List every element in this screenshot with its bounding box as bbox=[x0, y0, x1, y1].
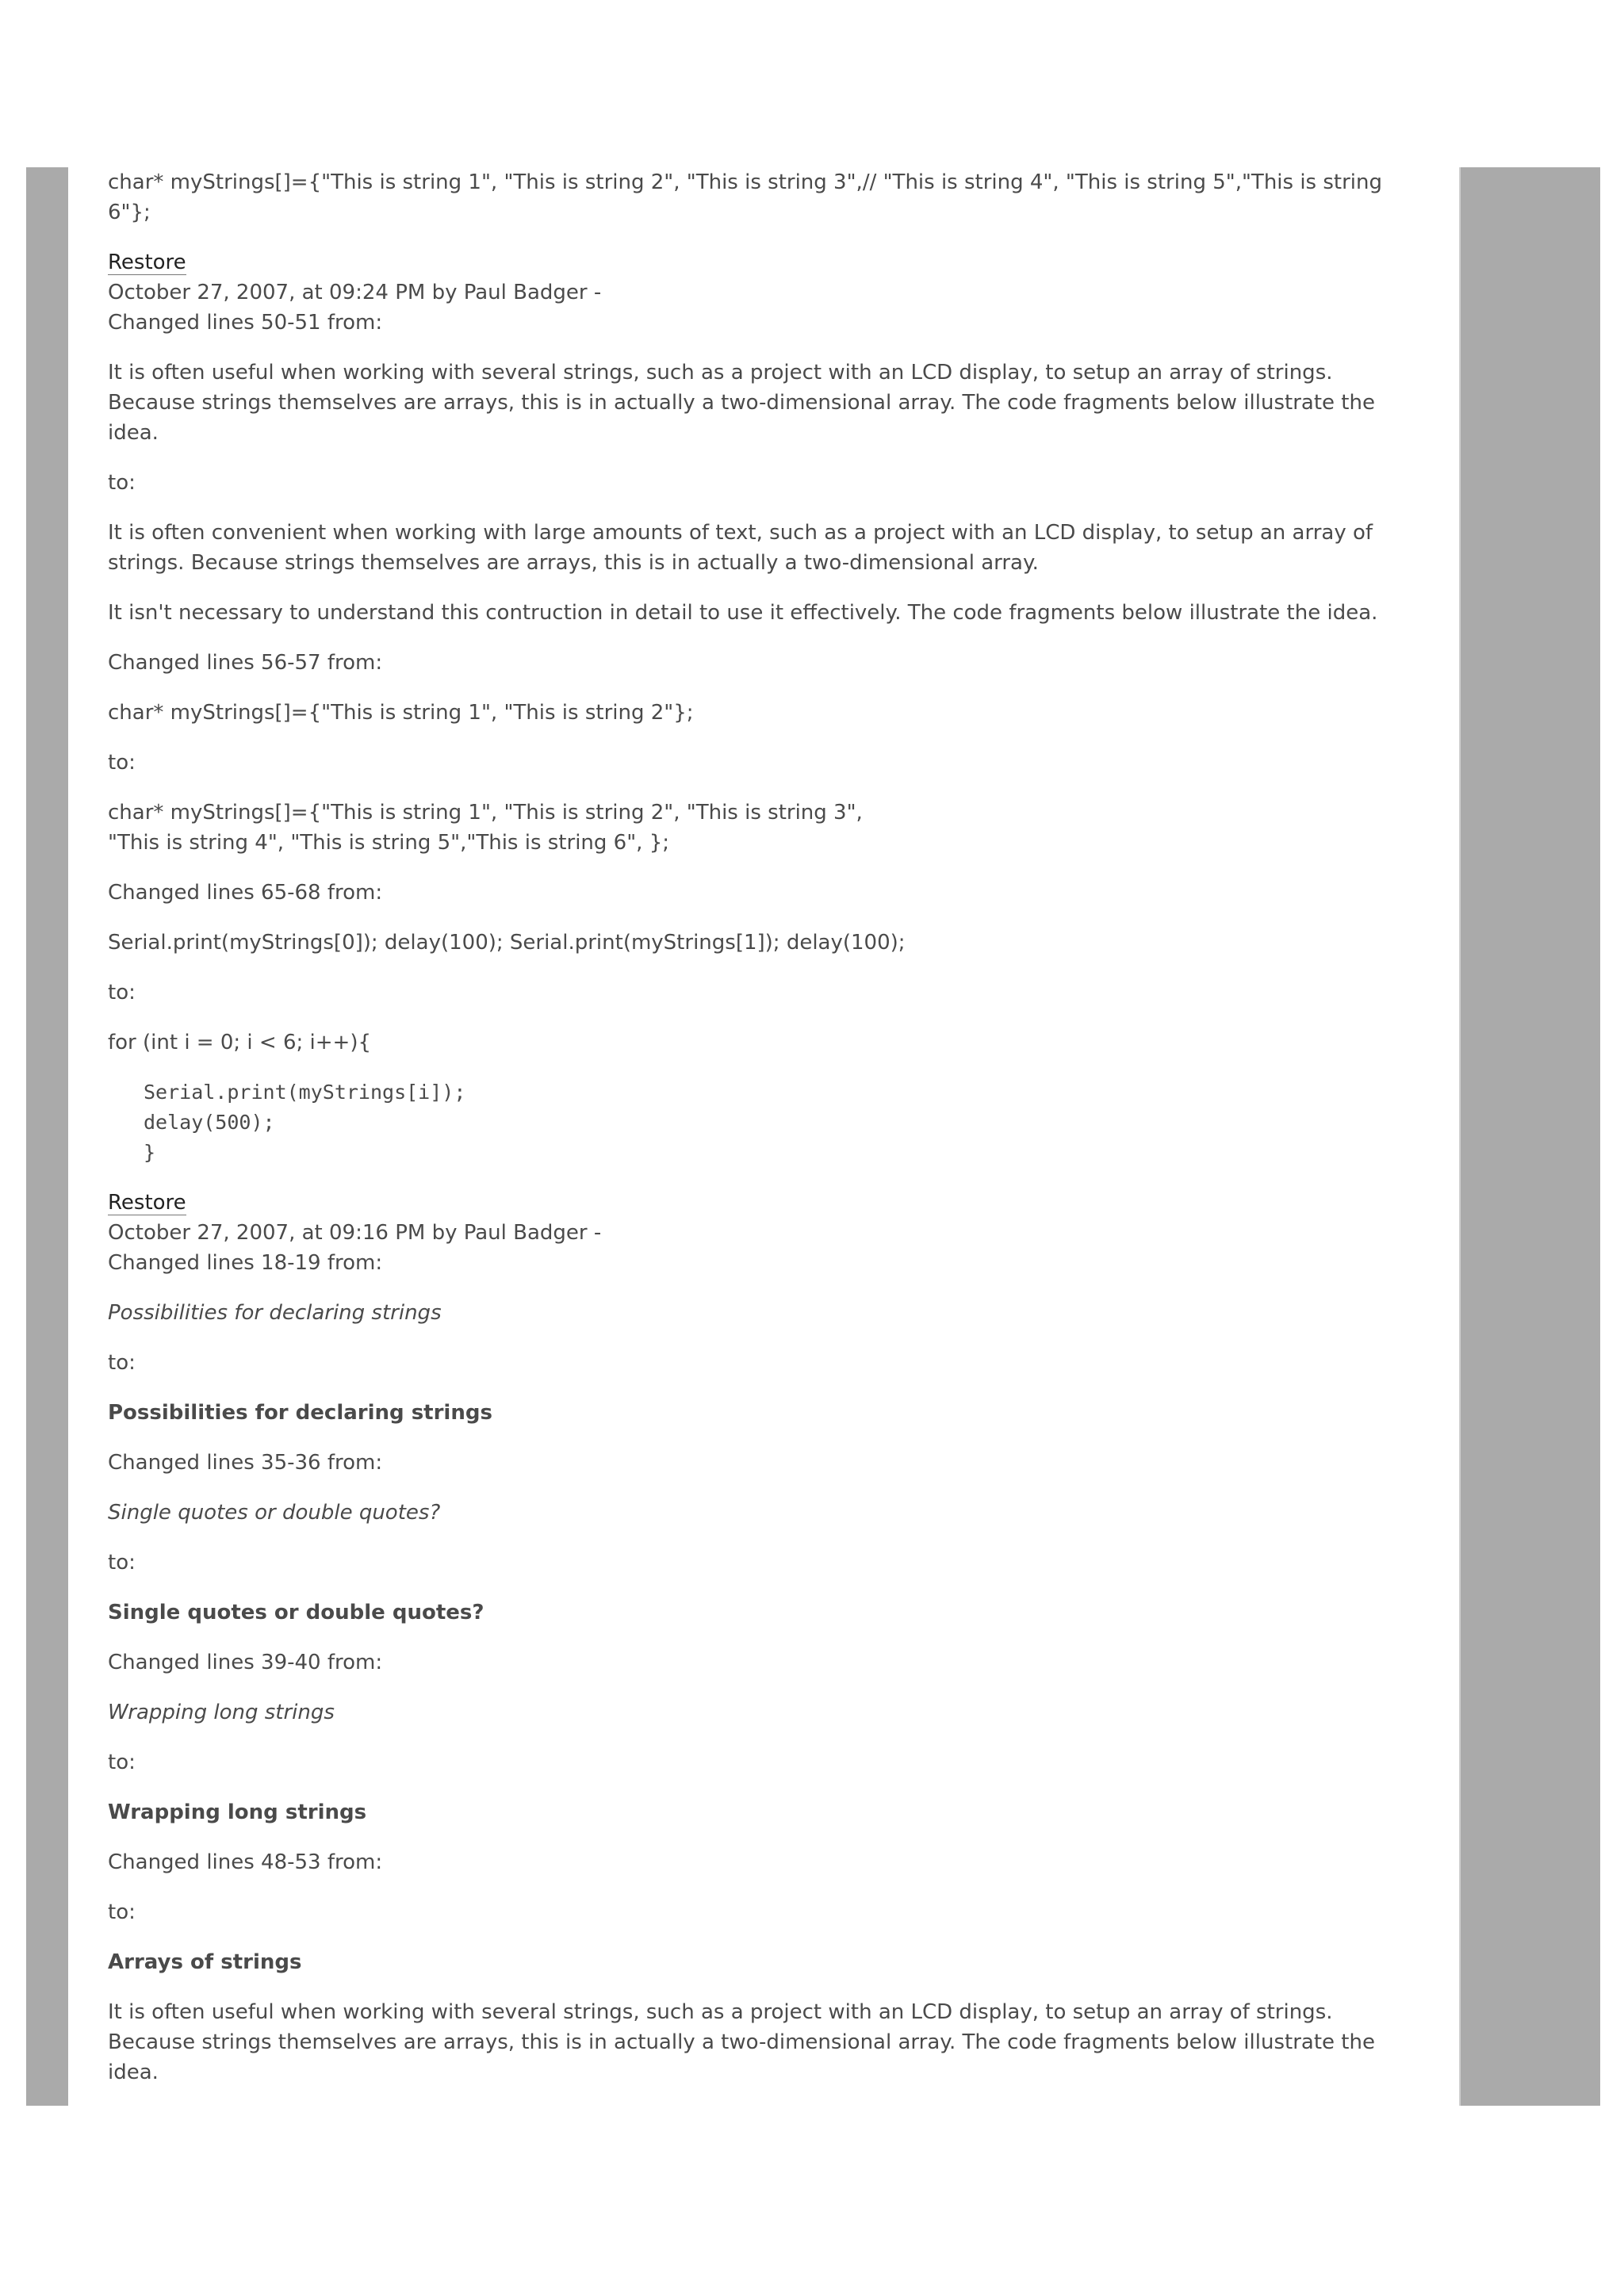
italic-heading: Single quotes or double quotes? bbox=[108, 1501, 441, 1525]
to-label: to: bbox=[108, 471, 136, 495]
code-block bbox=[144, 1077, 1416, 1168]
restore-link[interactable]: Restore bbox=[108, 251, 186, 274]
code-line-part: char* myStrings[]={"This is string 1", "This is string 2", "This is string 3", bbox=[108, 801, 863, 825]
code-line: char* myStrings[]={"This is string 1", "This is string 2", "This is string 3",// "This is string 4", "This is string 5","This is string 6"}; bbox=[108, 170, 1382, 224]
changed-lines-label: Changed lines 48-53 from: bbox=[108, 1850, 383, 1874]
paragraph: It is often useful when working with several strings, such as a project with an LCD display, to setup an array of strings. Because strings themselves are arrays, this is in actually a two-dimensional array. The code fragments below illustrate the idea. bbox=[108, 361, 1375, 445]
code-line: Serial.print(myStrings[0]); delay(100); Serial.print(myStrings[1]); delay(100); bbox=[108, 931, 906, 955]
changed-lines-label: Changed lines 65-68 from: bbox=[108, 881, 383, 905]
to-label: to: bbox=[108, 1900, 136, 1924]
bold-heading: Possibilities for declaring strings bbox=[108, 1401, 492, 1425]
paragraph: It is often convenient when working with large amounts of text, such as a project with an LCD display, to setup an array of strings. Because strings themselves are arrays, this is in actually a two-dimensional array. bbox=[108, 521, 1373, 575]
bold-heading: Single quotes or double quotes? bbox=[108, 1601, 485, 1624]
changed-lines-label: Changed lines 39-40 from: bbox=[108, 1651, 383, 1674]
code-block-line: delay(500); bbox=[144, 1111, 275, 1134]
revision-meta: October 27, 2007, at 09:24 PM by Paul Badger - bbox=[108, 281, 602, 304]
revision-meta: October 27, 2007, at 09:16 PM by Paul Badger - bbox=[108, 1221, 602, 1245]
code-line-part: "This is string 4", "This is string 5","This is string 6", }; bbox=[108, 831, 669, 855]
paragraph: It isn't necessary to understand this contruction in detail to use it effectively. The code fragments below illustrate the idea. bbox=[108, 601, 1378, 625]
code-block-line: } bbox=[144, 1141, 156, 1164]
page-history-content bbox=[108, 167, 1416, 2107]
paragraph: It is often useful when working with several strings, such as a project with an LCD display, to setup an array of strings. Because strings themselves are arrays, this is in actually a two-dimensional array. The code fragments below illustrate the idea. bbox=[108, 2000, 1375, 2084]
revision-entry bbox=[108, 1188, 1416, 1278]
to-label: to: bbox=[108, 1351, 136, 1375]
to-label: to: bbox=[108, 981, 136, 1004]
to-label: to: bbox=[108, 1751, 136, 1774]
code-line: for (int i = 0; i < 6; i++){ bbox=[108, 1031, 372, 1054]
bold-heading: Wrapping long strings bbox=[108, 1800, 367, 1824]
italic-heading: Possibilities for declaring strings bbox=[108, 1301, 442, 1325]
italic-heading: Wrapping long strings bbox=[108, 1701, 335, 1724]
changed-lines-label: Changed lines 56-57 from: bbox=[108, 651, 383, 675]
to-label: to: bbox=[108, 1551, 136, 1575]
changed-lines-label: Changed lines 35-36 from: bbox=[108, 1451, 383, 1475]
changed-lines-label: Changed lines 50-51 from: bbox=[108, 311, 383, 335]
code-block-line: Serial.print(myStrings[i]); bbox=[144, 1081, 466, 1104]
left-margin-bar bbox=[26, 167, 68, 2106]
bold-heading: Arrays of strings bbox=[108, 1950, 302, 1974]
to-label: to: bbox=[108, 751, 136, 775]
restore-link[interactable]: Restore bbox=[108, 1191, 186, 1215]
code-line: char* myStrings[]={"This is string 1", "This is string 2"}; bbox=[108, 701, 694, 725]
revision-entry bbox=[108, 247, 1416, 338]
changed-lines-label: Changed lines 18-19 from: bbox=[108, 1251, 383, 1275]
code-line bbox=[108, 798, 1416, 858]
right-margin-bar bbox=[1459, 167, 1600, 2106]
